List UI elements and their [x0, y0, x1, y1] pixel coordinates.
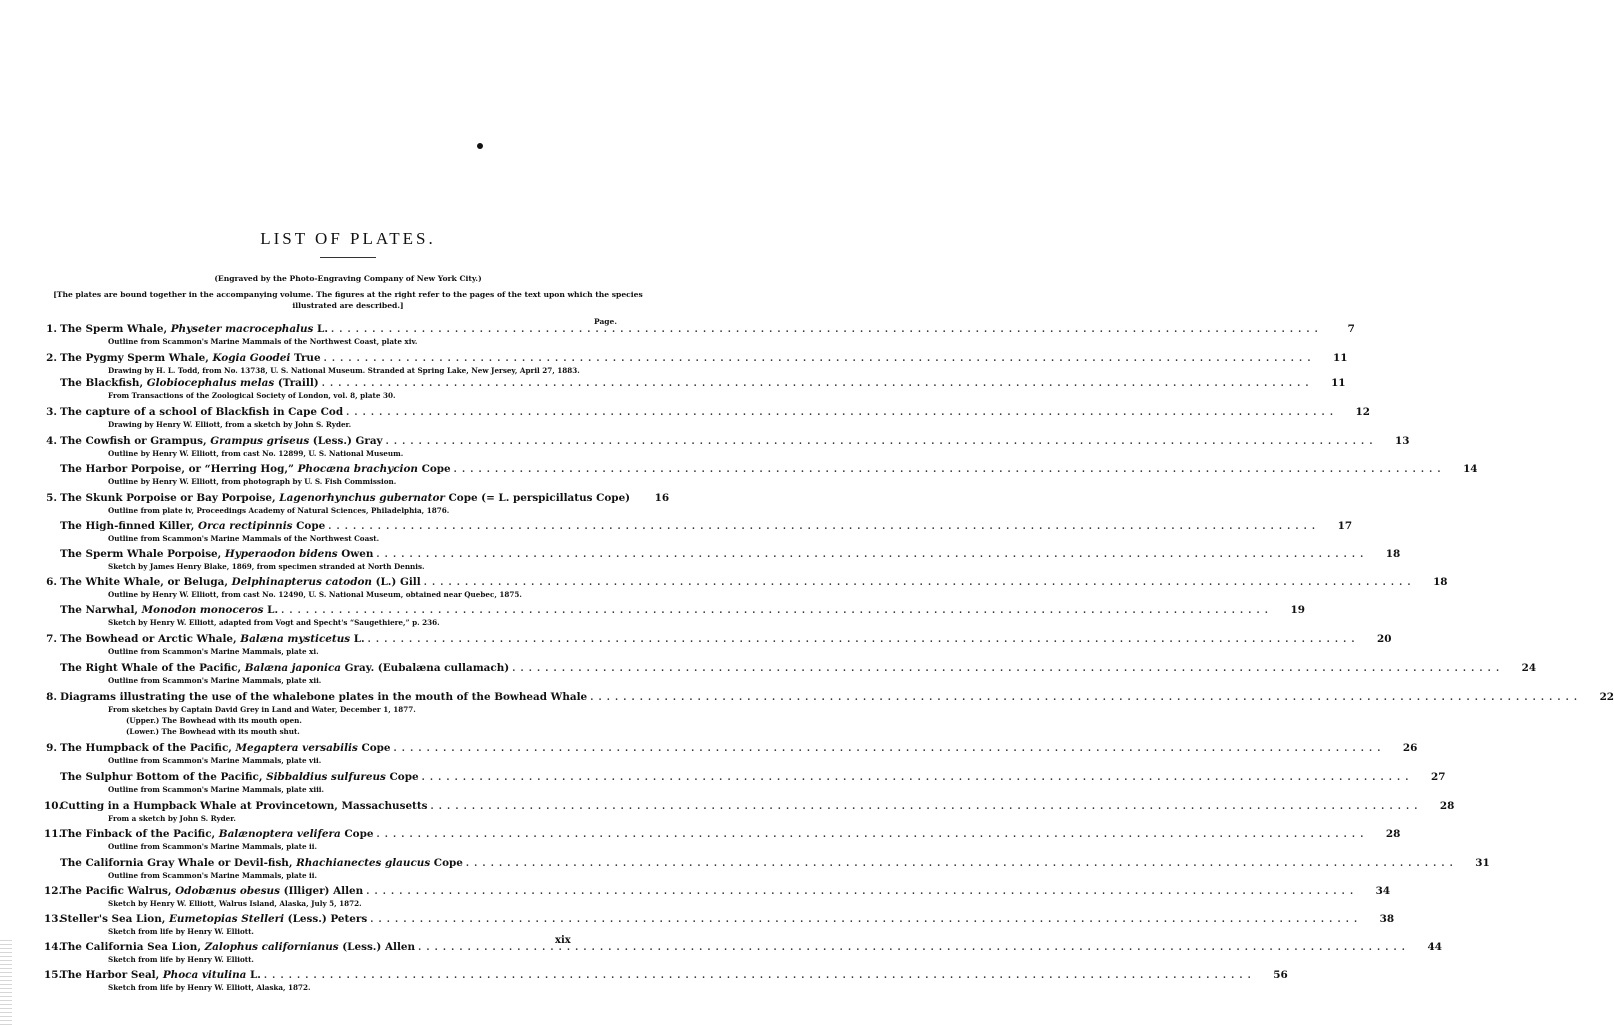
plate-entry — [44, 799, 1455, 824]
plate-entry — [44, 575, 1448, 600]
plate-page-number: 13 — [1394, 435, 1410, 447]
dot-leader: . . . . . . . . . . . . . . . . . . . . . . . . . . . . . . . . . . . . . . . . . . . . . . . . . . . . . . . . . . . . . . . . . . . . . . . . . . . . . . . . . . . . . . . . . . . . . . . . . . . . . . . . . . . . . . . . . . . . . . . . — [366, 887, 1355, 897]
plate-page-number: 44 — [1427, 941, 1442, 953]
plate-species-name: Grampus griseus — [210, 435, 310, 447]
plate-title — [60, 603, 278, 617]
plate-line — [44, 322, 1355, 336]
plate-number: 3. — [46, 406, 57, 418]
plate-title — [60, 912, 367, 926]
plate-credit: Sketch from life by Henry W. Elliott, Alaska, 1872. — [108, 983, 311, 992]
plate-entry — [44, 940, 1442, 965]
plate-common-name: The Bowhead or Arctic Whale, — [60, 633, 241, 645]
engraving-note: (Engraved by the Photo-Engraving Company of New York City.) — [214, 274, 482, 283]
plate-species-name: Globiocephalus melas — [146, 377, 275, 389]
plate-entry — [44, 912, 1395, 937]
dot-leader: . . . . . . . . . . . . . . . . . . . . . . . . . . . . . . . . . . . . . . . . . . . . . . . . . . . . . . . . . . . . . . . . . . . . . . . . . . . . . . . . . . . . . . . . . . . . . . . . . . . . . . . . . . . . . . . . . . . . . . . . — [370, 915, 1359, 925]
plate-common-name: The Sperm Whale, — [60, 323, 171, 335]
plate-number: 6. — [46, 576, 57, 588]
dot-leader: . . . . . . . . . . . . . . . . . . . . . . . . . . . . . . . . . . . . . . . . . . . . . . . . . . . . . . . . . . . . . . . . . . . . . . . . . . . . . . . . . . . . . . . . . . . . . . . . . . . . . . . . . . . . . . . . . . . . . . . . — [590, 693, 1579, 703]
plate-page-number: 24 — [1521, 662, 1537, 674]
plate-entry — [44, 690, 1614, 737]
dot-leader: . . . . . . . . . . . . . . . . . . . . . . . . . . . . . . . . . . . . . . . . . . . . . . . . . . . . . . . . . . . . . . . . . . . . . . . . . . . . . . . . . . . . . . . . . . . . . . . . . . . . . . . . . . . . . . . . . . . . . . . . — [512, 664, 1501, 674]
plate-title — [60, 519, 325, 533]
plate-credit: Outline from Scammon's Marine Mammals, plate ii. — [108, 842, 318, 851]
plate-entry — [44, 856, 1490, 881]
plate-credit: From Transactions of the Zoological Society of London, vol. 8, plate 30. — [108, 391, 396, 400]
plate-species-name: Phocæna brachycion — [297, 463, 418, 475]
plate-common-name: The Harbor Seal, — [60, 969, 163, 981]
plate-species-name: Sibbaldius sulfureus — [266, 771, 386, 783]
plate-authority: Cope — [417, 463, 451, 475]
plate-page-number: 28 — [1385, 828, 1401, 840]
plate-common-name: The California Sea Lion, — [60, 941, 205, 953]
plate-page-number: 56 — [1273, 969, 1288, 981]
plate-title — [60, 968, 261, 982]
dot-leader: . . . . . . . . . . . . . . . . . . . . . . . . . . . . . . . . . . . . . . . . . . . . . . . . . . . . . . . . . . . . . . . . . . . . . . . . . . . . . . . . . . . . . . . . . . . . . . . . . . . . . . . . . . . . . . . . . . . . . . . . — [330, 325, 1319, 335]
plate-entry — [44, 884, 1391, 909]
plate-common-name: The White Whale, or Beluga, — [60, 576, 232, 588]
plate-species-name: Orca rectipinnis — [198, 520, 293, 532]
plate-title — [60, 661, 509, 675]
dot-leader: . . . . . . . . . . . . . . . . . . . . . . . . . . . . . . . . . . . . . . . . . . . . . . . . . . . . . . . . . . . . . . . . . . . . . . . . . . . . . . . . . . . . . . . . . . . . . . . . . . . . . . . . . . . . . . . . . . . . . . . . — [393, 744, 1382, 754]
plate-authority: True — [290, 352, 321, 364]
dot-leader: . . . . . . . . . . . . . . . . . . . . . . . . . . . . . . . . . . . . . . . . . . . . . . . . . . . . . . . . . . . . . . . . . . . . . . . . . . . . . . . . . . . . . . . . . . . . . . . . . . . . . . . . . . . . . . . . . . . . . . . . — [376, 550, 1365, 560]
plate-authority: (Less.) Allen — [338, 941, 416, 953]
plate-page-number: 7 — [1347, 323, 1355, 335]
plate-authority: (L.) Gill — [371, 576, 421, 588]
plate-page-number: 27 — [1430, 771, 1446, 783]
plate-authority: Cope — [292, 520, 326, 532]
plate-line — [44, 547, 1401, 561]
plate-credit: Outline by Henry W. Elliott, from photograph by U. S. Fish Commission. — [108, 477, 397, 486]
plate-line — [44, 603, 1305, 617]
plate-common-name: The Finback of the Pacific, — [60, 828, 219, 840]
plate-authority: Cope (= L. perspicillatus Cope) — [444, 492, 631, 504]
plate-title — [60, 547, 373, 561]
plate-common-name: Cutting in a Humpback Whale at Provincetown, Massachusetts — [60, 800, 428, 812]
plate-line — [44, 575, 1448, 589]
plate-entry — [44, 322, 1355, 347]
plate-page-number: 34 — [1375, 885, 1391, 897]
plate-line — [44, 434, 1410, 448]
plate-number: 10. — [44, 800, 63, 812]
plate-page-number: 16 — [654, 492, 670, 504]
dot-leader: . . . . . . . . . . . . . . . . . . . . . . . . . . . . . . . . . . . . . . . . . . . . . . . . . . . . . . . . . . . . . . . . . . . . . . . . . . . . . . . . . . . . . . . . . . . . . . . . . . . . . . . . . . . . . . . . . . . . . . . . — [421, 773, 1410, 783]
plate-common-name: The Humpback of the Pacific, — [60, 742, 236, 754]
plate-authority: L. — [246, 969, 261, 981]
plate-title — [60, 462, 451, 476]
plate-entry — [44, 632, 1392, 657]
plate-credit: Sketch by Henry W. Elliott, Walrus Island, Alaska, July 5, 1872. — [108, 899, 362, 908]
plate-line — [44, 405, 1370, 419]
page-title: LIST OF PLATES. — [260, 229, 436, 248]
plate-authority: Gray. (Eubalæna cullamach) — [341, 662, 510, 674]
plate-title — [60, 491, 630, 505]
ink-dot — [477, 143, 483, 149]
plate-common-name: The California Gray Whale or Devil-fish, — [60, 857, 297, 869]
plate-line — [44, 376, 1346, 390]
plate-entry — [44, 661, 1537, 686]
plate-entry — [44, 770, 1446, 795]
plate-credit: Sketch by Henry W. Elliott, adapted from Vogt and Specht's “Saugethiere,” p. 236. — [108, 618, 440, 627]
plate-page-number: 31 — [1475, 857, 1490, 869]
plate-title — [60, 940, 415, 954]
plate-line — [44, 940, 1442, 954]
title-rule — [320, 257, 376, 258]
plate-page-number: 20 — [1377, 633, 1392, 645]
plate-authority: L. — [350, 633, 365, 645]
plate-line — [44, 661, 1537, 675]
plate-credit: Outline from Scammon's Marine Mammals, plate vii. — [108, 756, 322, 765]
plate-entry — [44, 405, 1370, 430]
plate-line — [44, 884, 1391, 898]
plate-title — [60, 405, 343, 419]
plate-authority: (Illiger) Allen — [279, 885, 364, 897]
plate-title — [60, 799, 428, 813]
plate-common-name: The capture of a school of Blackfish in Cape Cod — [60, 406, 344, 418]
plate-number: 15. — [44, 969, 63, 981]
dot-leader: . . . . . . . . . . . . . . . . . . . . . . . . . . . . . . . . . . . . . . . . . . . . . . . . . . . . . . . . . . . . . . . . . . . . . . . . . . . . . . . . . . . . . . . . . . . . . . . . . . . . . . . . . . . . . . . . . . . . . . . . — [418, 943, 1406, 953]
plate-credit: Outline from Scammon's Marine Mammals, plate ii. — [108, 871, 318, 880]
plate-number: 12. — [44, 885, 63, 897]
plate-line — [44, 690, 1614, 704]
plate-species-name: Zalophus californianus — [204, 941, 339, 953]
plate-number: 2. — [46, 352, 57, 364]
plate-species-name: Lagenorhynchus gubernator — [279, 492, 445, 504]
dot-leader: . . . . . . . . . . . . . . . . . . . . . . . . . . . . . . . . . . . . . . . . . . . . . . . . . . . . . . . . . . . . . . . . . . . . . . . . . . . . . . . . . . . . . . . . . . . . . . . . . . . . . . . . . . . . . . . . . . . . . . . . — [367, 635, 1356, 645]
plate-page-number: 18 — [1385, 548, 1401, 560]
plate-line — [44, 462, 1478, 476]
plate-authority: (Less.) Peters — [284, 913, 368, 925]
dot-leader: . . . . . . . . . . . . . . . . . . . . . . . . . . . . . . . . . . . . . . . . . . . . . . . . . . . . . . . . . . . . . . . . . . . . . . . . . . . . . . . . . . . . . . . . . . . . . . . . . . . . . . . . . . . . . . . . . . . . . . . . — [323, 354, 1312, 364]
plate-subfigure-caption: (Lower.) The Bowhead with its mouth shut. — [126, 727, 300, 736]
plate-credit: From a sketch by John S. Ryder. — [108, 814, 236, 823]
plate-authority: L. — [313, 323, 328, 335]
plate-title — [60, 690, 587, 704]
dot-leader: . . . . . . . . . . . . . . . . . . . . . . . . . . . . . . . . . . . . . . . . . . . . . . . . . . . . . . . . . . . . . . . . . . . . . . . . . . . . . . . . . . . . . . . . . . . . . . . . . . . . . . . . . . . . . . . . . . . . . . . . — [328, 522, 1317, 532]
plate-species-name: Odobænus obesus — [175, 885, 280, 897]
plate-common-name: The Blackfish, — [60, 377, 147, 389]
plate-title — [60, 770, 419, 784]
plate-common-name: The Narwhal, — [60, 604, 142, 616]
plate-title — [60, 575, 421, 589]
plate-page-number: 19 — [1290, 604, 1305, 616]
page-folio: xix — [555, 935, 571, 946]
plate-credit: Outline from Scammon's Marine Mammals, plate xiii. — [108, 785, 325, 794]
plate-entry — [44, 376, 1346, 401]
plate-authority: (Traill) — [274, 377, 319, 389]
plate-species-name: Balæna japonica — [244, 662, 342, 674]
plate-title — [60, 376, 319, 390]
plate-number: 7. — [46, 633, 57, 645]
plate-common-name: The Skunk Porpoise or Bay Porpoise, — [60, 492, 280, 504]
binding-note: [The plates are bound together in the accompanying volume. The figures at the right refer to the pages of the text upon which the species illustrated are described.] — [53, 290, 643, 310]
plate-authority: Cope — [340, 828, 374, 840]
plate-title — [60, 856, 463, 870]
plate-species-name: Physeter macrocephalus — [170, 323, 314, 335]
plate-title — [60, 434, 383, 448]
plate-line — [44, 827, 1401, 841]
plate-title — [60, 351, 321, 365]
plate-authority: Cope — [357, 742, 391, 754]
plate-title — [60, 632, 365, 646]
plate-credit: Outline by Henry W. Elliott, from cast No. 12899, U. S. National Museum. — [108, 449, 404, 458]
plate-page-number: 12 — [1355, 406, 1370, 418]
plate-number: 9. — [46, 742, 57, 754]
plate-entry — [44, 434, 1410, 459]
plate-page-number: 26 — [1402, 742, 1418, 754]
plate-common-name: The Sulphur Bottom of the Pacific, — [60, 771, 267, 783]
dot-leader: . . . . . . . . . . . . . . . . . . . . . . . . . . . . . . . . . . . . . . . . . . . . . . . . . . . . . . . . . . . . . . . . . . . . . . . . . . . . . . . . . . . . . . . . . . . . . . . . . . . . . . . . . . . . . . . . . . . . . . . . — [376, 830, 1365, 840]
plates-list — [44, 322, 1614, 993]
plate-common-name: The Pacific Walrus, — [60, 885, 176, 897]
dot-leader: . . . . . . . . . . . . . . . . . . . . . . . . . . . . . . . . . . . . . . . . . . . . . . . . . . . . . . . . . . . . . . . . . . . . . . . . . . . . . . . . . . . . . . . . . . . . . . . . . . . . . . . . . . . . . . . . . . . . . . . . — [430, 802, 1419, 812]
plate-page-number: 14 — [1463, 463, 1478, 475]
plate-entry — [44, 968, 1288, 993]
plate-page-number: 22 — [1599, 691, 1614, 703]
plate-line — [44, 856, 1490, 870]
plate-common-name: The High-finned Killer, — [60, 520, 199, 532]
plate-common-name: Steller's Sea Lion, — [60, 913, 169, 925]
plate-credit: Sketch from life by Henry W. Elliott. — [108, 927, 254, 936]
plate-title — [60, 827, 373, 841]
plate-title — [60, 884, 363, 898]
plate-authority: Cope — [430, 857, 463, 869]
plate-title — [60, 741, 391, 755]
plate-species-name: Kogia Goodei — [212, 352, 291, 364]
plate-entry — [44, 827, 1401, 852]
plate-line — [44, 912, 1395, 926]
plate-authority: Owen — [337, 548, 374, 560]
plate-common-name: The Right Whale of the Pacific, — [60, 662, 245, 674]
plate-credit: Outline from plate iv, Proceedings Academy of Natural Sciences, Philadelphia, 1876. — [108, 506, 450, 515]
plate-page-number: 11 — [1332, 352, 1348, 364]
plate-number: 4. — [46, 435, 57, 447]
plate-credit: Outline by Henry W. Elliott, from cast No. 12490, U. S. National Museum, obtained near Quebec, 1875. — [108, 590, 522, 599]
plate-credit: Drawing by Henry W. Elliott, from a sketch by John S. Ryder. — [108, 420, 352, 429]
plate-subfigure-caption: (Upper.) The Bowhead with its mouth open. — [126, 716, 302, 725]
plate-species-name: Balænoptera velifera — [218, 828, 341, 840]
dot-leader: . . . . . . . . . . . . . . . . . . . . . . . . . . . . . . . . . . . . . . . . . . . . . . . . . . . . . . . . . . . . . . . . . . . . . . . . . . . . . . . . . . . . . . . . . . . . . . . . . . . . . . . . . . . . . . . . . . . . . . . . — [453, 465, 1442, 475]
plate-entry — [44, 603, 1305, 628]
plate-species-name: Eumetopias Stelleri — [168, 913, 285, 925]
dot-leader: . . . . . . . . . . . . . . . . . . . . . . . . . . . . . . . . . . . . . . . . . . . . . . . . . . . . . . . . . . . . . . . . . . . . . . . . . . . . . . . . . . . . . . . . . . . . . . . . . . . . . . . . . . . . . . . . . . . . . . . . — [465, 859, 1454, 869]
plate-authority: Cope — [385, 771, 419, 783]
plate-entry — [44, 547, 1401, 572]
page-edge-speckle — [0, 940, 12, 1025]
plate-credit: Sketch by James Henry Blake, 1869, from specimen stranded at North Dennis. — [108, 562, 425, 571]
plate-line — [44, 741, 1418, 755]
plate-credit: Outline from Scammon's Marine Mammals, plate xi. — [108, 647, 319, 656]
plate-credit: Drawing by H. L. Todd, from No. 13738, U. S. National Museum. Stranded at Spring Lake, New Jersey, April 27, 1883. — [108, 366, 580, 375]
plate-line — [44, 799, 1455, 813]
plate-number: 5. — [46, 492, 57, 504]
plate-number: 13. — [44, 913, 63, 925]
plate-species-name: Megaptera versabilis — [235, 742, 358, 754]
plate-line — [44, 968, 1288, 982]
plate-line — [44, 770, 1446, 784]
dot-leader: . . . . . . . . . . . . . . . . . . . . . . . . . . . . . . . . . . . . . . . . . . . . . . . . . . . . . . . . . . . . . . . . . . . . . . . . . . . . . . . . . . . . . . . . . . . . . . . . . . . . . . . . . . . . . . . . . . . . . . . . — [281, 606, 1269, 616]
plate-line — [44, 632, 1392, 646]
plate-species-name: Rhachianectes glaucus — [296, 857, 431, 869]
page-column-header: Page. — [594, 317, 617, 326]
plate-credit: From sketches by Captain David Grey in Land and Water, December 1, 1877. — [108, 705, 416, 714]
plate-species-name: Balæna mysticetus — [240, 633, 351, 645]
plate-number: 11. — [44, 828, 63, 840]
plate-authority: L. — [263, 604, 279, 616]
plate-page-number: 18 — [1433, 576, 1448, 588]
dot-leader: . . . . . . . . . . . . . . . . . . . . . . . . . . . . . . . . . . . . . . . . . . . . . . . . . . . . . . . . . . . . . . . . . . . . . . . . . . . . . . . . . . . . . . . . . . . . . . . . . . . . . . . . . . . . . . . . . . . . . . . . — [346, 408, 1334, 418]
plate-credit: Outline from Scammon's Marine Mammals of the Northwest Coast, plate xiv. — [108, 337, 418, 346]
plate-title — [60, 322, 328, 336]
plate-page-number: 17 — [1337, 520, 1353, 532]
plate-entry — [44, 462, 1478, 487]
plate-credit: Sketch from life by Henry W. Elliott. — [108, 955, 254, 964]
plate-species-name: Delphinapterus catodon — [231, 576, 372, 588]
plate-species-name: Monodon monoceros — [141, 604, 264, 616]
dot-leader: . . . . . . . . . . . . . . . . . . . . . . . . . . . . . . . . . . . . . . . . . . . . . . . . . . . . . . . . . . . . . . . . . . . . . . . . . . . . . . . . . . . . . . . . . . . . . . . . . . . . . . . . . . . . . . . . . . . . . . . . — [385, 437, 1374, 447]
dot-leader: . . . . . . . . . . . . . . . . . . . . . . . . . . . . . . . . . . . . . . . . . . . . . . . . . . . . . . . . . . . . . . . . . . . . . . . . . . . . . . . . . . . . . . . . . . . . . . . . . . . . . . . . . . . . . . . . . . . . . . . . — [423, 578, 1412, 588]
plate-entry — [44, 741, 1418, 766]
plate-entry — [44, 491, 670, 516]
plate-common-name: The Cowfish or Grampus, — [60, 435, 211, 447]
plate-page-number: 38 — [1379, 913, 1395, 925]
plate-credit: Outline from Scammon's Marine Mammals, plate xii. — [108, 676, 322, 685]
plate-common-name: The Sperm Whale Porpoise, — [60, 548, 225, 560]
plate-common-name: Diagrams illustrating the use of the whalebone plates in the mouth of the Bowhead Whale — [60, 691, 588, 703]
plate-line — [44, 519, 1353, 533]
plate-line — [44, 491, 670, 505]
plate-page-number: 28 — [1439, 800, 1455, 812]
dot-leader: . . . . . . . . . . . . . . . . . . . . . . . . . . . . . . . . . . . . . . . . . . . . . . . . . . . . . . . . . . . . . . . . . . . . . . . . . . . . . . . . . . . . . . . . . . . . . . . . . . . . . . . . . . . . . . . . . . . . . . . . — [263, 971, 1252, 981]
plate-common-name: The Pygmy Sperm Whale, — [60, 352, 213, 364]
dot-leader: . . . . . . . . . . . . . . . . . . . . . . . . . . . . . . . . . . . . . . . . . . . . . . . . . . . . . . . . . . . . . . . . . . . . . . . . . . . . . . . . . . . . . . . . . . . . . . . . . . . . . . . . . . . . . . . . . . . . . . . . — [321, 379, 1310, 389]
plate-line — [44, 351, 1348, 365]
plate-page-number: 11 — [1331, 377, 1346, 389]
plate-credit: Outline from Scammon's Marine Mammals of the Northwest Coast. — [108, 534, 380, 543]
plate-species-name: Phoca vitulina — [162, 969, 247, 981]
plate-number: 1. — [46, 323, 57, 335]
plate-entry — [44, 351, 1348, 376]
plate-common-name: The Harbor Porpoise, or “Herring Hog,” — [60, 463, 298, 475]
plate-number: 14. — [44, 941, 63, 953]
plate-authority: (Less.) Gray — [309, 435, 383, 447]
plate-species-name: Hyperaodon bidens — [224, 548, 338, 560]
plate-number: 8. — [46, 691, 57, 703]
plate-entry — [44, 519, 1353, 544]
